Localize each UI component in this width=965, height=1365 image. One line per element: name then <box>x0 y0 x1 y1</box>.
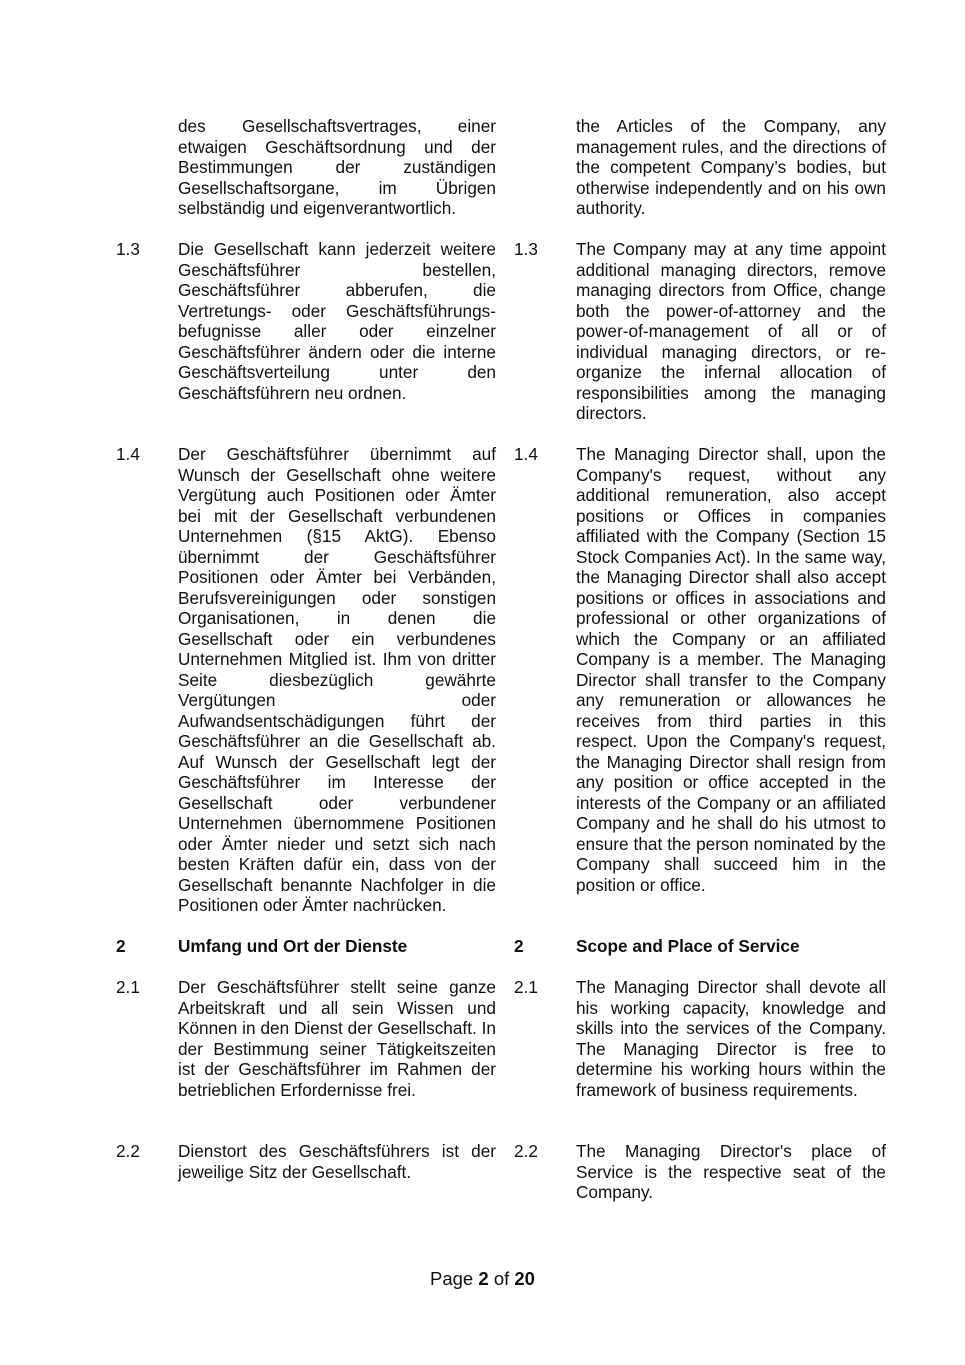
clause-number-de: 2.2 <box>116 1141 140 1161</box>
clause-text-en: The Managing Director shall, upon the Company's request, without any additional remuneration, also accept positions or Offices in companies affiliated with the Company (Section 15 Stock Companies Act). In the same way, the Managing Director shall also accept positions or offices in associations and professional or other organizations of which the Company or an affiliated Company is a member. The Managing Director shall transfer to the Company any remuneration or allowances he receives from third parties in this respect. Upon the Company's request, the Managing Director shall resign from any position or office accepted in the interests of the Company or an affiliated Company and he shall do his utmost to ensure that the person nominated by the Company shall succeed him in the position or office. <box>576 444 886 895</box>
clause-number-de: 2.1 <box>116 977 140 997</box>
clause-number-de: 1.4 <box>116 444 140 464</box>
clause-number-en: 2.2 <box>514 1141 538 1161</box>
section-number-de: 2 <box>116 936 126 956</box>
page-label: Page <box>430 1268 474 1289</box>
clause-text-de: Die Gesellschaft kann jederzeit weitere Geschäftsführer bestellen, Geschäftsführer abberufen, die Vertretungs- oder Geschäftsführungs-befugnisse aller oder einzelner Geschäftsführer ändern oder die interne Geschäftsverteilung unter den Geschäftsführern neu ordnen. <box>178 239 496 403</box>
clause-text-en: The Managing Director shall devote all his working capacity, knowledge and skills into the services of the Company. The Managing Director is free to determine his working hours within the framework of business requirements. <box>576 977 886 1100</box>
continuation-text-de: des Gesellschaftsvertrages, einer etwaigen Geschäftsordnung und der Bestimmungen der zuständigen Gesellschaftsorgane, im Übrigen selbständig und eigenverantwortlich. <box>178 116 496 218</box>
clause-text-en: The Company may at any time appoint additional managing directors, remove managing directors from Office, change both the power-of-attorney and the power-of-management of all or of individual managing directors, or re-organize the infernal allocation of responsibilities among the managing directors. <box>576 239 886 423</box>
clause-number-en: 1.3 <box>514 239 538 259</box>
section-title-de: Umfang und Ort der Dienste <box>178 936 408 956</box>
clause-number-en: 2.1 <box>514 977 538 997</box>
clause-number-de: 1.3 <box>116 239 140 259</box>
section-number-en: 2 <box>514 936 524 956</box>
clause-text-de: Dienstort des Geschäftsführers ist der jeweilige Sitz der Gesellschaft. <box>178 1141 496 1182</box>
section-title-en: Scope and Place of Service <box>576 936 800 956</box>
page-footer <box>0 1268 965 1290</box>
clause-number-en: 1.4 <box>514 444 538 464</box>
continuation-text-en: the Articles of the Company, any management rules, and the directions of the competent Company’s bodies, but otherwise independently and on his own authority. <box>576 116 886 218</box>
clause-text-de: Der Geschäftsführer übernimmt auf Wunsch der Gesellschaft ohne weitere Vergütung auch Positionen oder Ämter bei mit der Gesellschaft verbundenen Unternehmen (§15 AktG). Ebenso übernimmt der Geschäftsführer Positionen oder Ämter bei Verbänden, Berufsvereinigungen oder sonstigen Organisationen, in denen die Gesellschaft oder ein verbundenes Unternehmen Mitglied ist. Ihm von dritter Seite diesbezüglich gewährte Vergütungen oder Aufwandsentschädigungen führt der Geschäftsführer an die Gesellschaft ab. Auf Wunsch der Gesellschaft legt der Geschäftsführer im Interesse der Gesellschaft oder verbundener Unternehmen übernommene Positionen oder Ämter nieder und setzt sich nach besten Kräften dafür ein, dass von der Gesellschaft benannte Nachfolger in die Positionen oder Ämter nachrücken. <box>178 444 496 915</box>
clause-text-de: Der Geschäftsführer stellt seine ganze Arbeitskraft und all sein Wissen und Können in den Dienst der Gesellschaft. In der Bestimmung seiner Tätigkeitszeiten ist der Geschäftsführer im Rahmen der betrieblichen Erfordernisse frei. <box>178 977 496 1100</box>
page-of-label: of <box>493 1268 510 1289</box>
total-page-count: 20 <box>514 1268 535 1289</box>
current-page-number: 2 <box>478 1268 489 1289</box>
clause-text-en: The Managing Director's place of Service is the respective seat of the Company. <box>576 1141 886 1202</box>
